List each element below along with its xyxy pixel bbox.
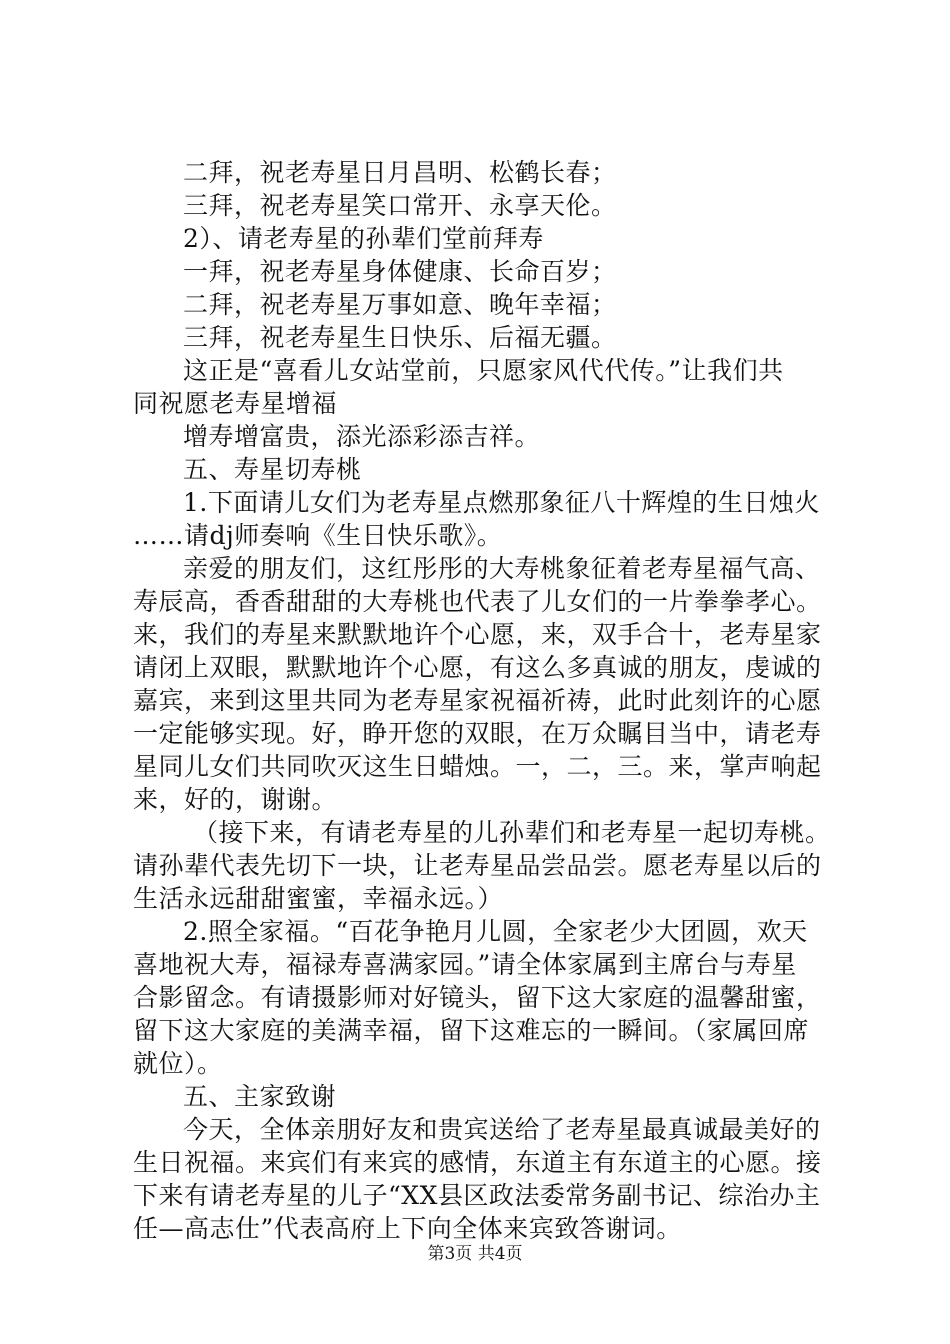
text-line: （接下来，有请老寿星的儿孙辈们和老寿星一起切寿桃。 [193,818,831,847]
text-line: 生活永远甜甜蜜蜜，幸福永远。） [133,884,504,913]
text-line: 星同儿女们共同吹灭这生日蜡烛。一，二，三。来，掌声响起 [133,752,822,781]
text-line: 来，好的，谢谢。 [133,785,338,814]
text-line: 生日祝福。来宾们有来宾的感情，东道主有东道主的心愿。接 [133,1148,822,1177]
text-line: 二拜，祝老寿星万事如意、晚年幸福； [183,290,617,319]
text-line: 一拜，祝老寿星身体健康、长命百岁； [183,257,617,286]
text-line: 三拜，祝老寿星生日快乐、后福无疆。 [183,323,617,352]
document-body [133,156,833,1245]
text-line: 今天，全体亲朋好友和贵宾送给了老寿星最真诚最美好的 [183,1115,821,1144]
text-line: 2.照全家福。“百花争艳月儿圆，全家老少大团圆，欢天 [183,917,808,946]
text-line: 增寿增富贵，添光添彩添吉祥。 [183,422,541,451]
text-line: 一定能够实现。好，睁开您的双眼，在万众瞩目当中，请老寿 [133,719,822,748]
text-line: 同祝愿老寿星增福 [133,389,338,418]
text-line: 任—高志仕”代表高府上下向全体来宾致答谢词。 [133,1214,682,1243]
text-line: 三拜，祝老寿星笑口常开、永享天伦。 [183,191,617,220]
text-line: 这正是“喜看儿女站堂前，只愿家风代代传。”让我们共 [183,356,784,385]
text-line: 留下这大家庭的美满幸福，留下这难忘的一瞬间。（家属回席 [133,1016,810,1045]
text-line: 请孙辈代表先切下一块，让老寿星品尝品尝。愿老寿星以后的 [133,851,822,880]
text-line: 寿辰高，香香甜甜的大寿桃也代表了儿女们的一片拳拳孝心。 [133,587,822,616]
text-line: 来，我们的寿星来默默地许个心愿，来，双手合十，老寿星家 [133,620,822,649]
page-number: 第3页 共4页 [427,1244,523,1264]
text-line: 就位）。 [133,1049,223,1078]
text-line: 嘉宾，来到这里共同为老寿星家祝福祈祷，此时此刻许的心愿 [133,686,822,715]
text-line: ……请dj师奏响《生日快乐歌》。 [133,521,503,550]
text-line: 1.下面请儿女们为老寿星点燃那象征八十辉煌的生日烛火 [183,488,820,517]
text-line: 下来有请老寿星的儿子“XX县区政法委常务副书记、综治办主 [133,1181,821,1210]
section-heading: 五、主家致谢 [183,1082,337,1111]
text-line: 二拜，祝老寿星日月昌明、松鹤长春； [183,158,617,187]
text-line: 亲爱的朋友们，这红彤彤的大寿桃象征着老寿星福气高、 [183,554,821,583]
text-line: 合影留念。有请摄影师对好镜头，留下这大家庭的温馨甜蜜， [133,983,822,1012]
text-line: 喜地祝大寿，福禄寿喜满家园。”请全体家属到主席台与寿星 [133,950,797,979]
text-line: 2）、请老寿星的孙辈们堂前拜寿 [183,224,544,253]
section-heading: 五、寿星切寿桃 [183,455,362,484]
text-line: 请闭上双眼，默默地许个心愿，有这么多真诚的朋友，虔诚的 [133,653,822,682]
